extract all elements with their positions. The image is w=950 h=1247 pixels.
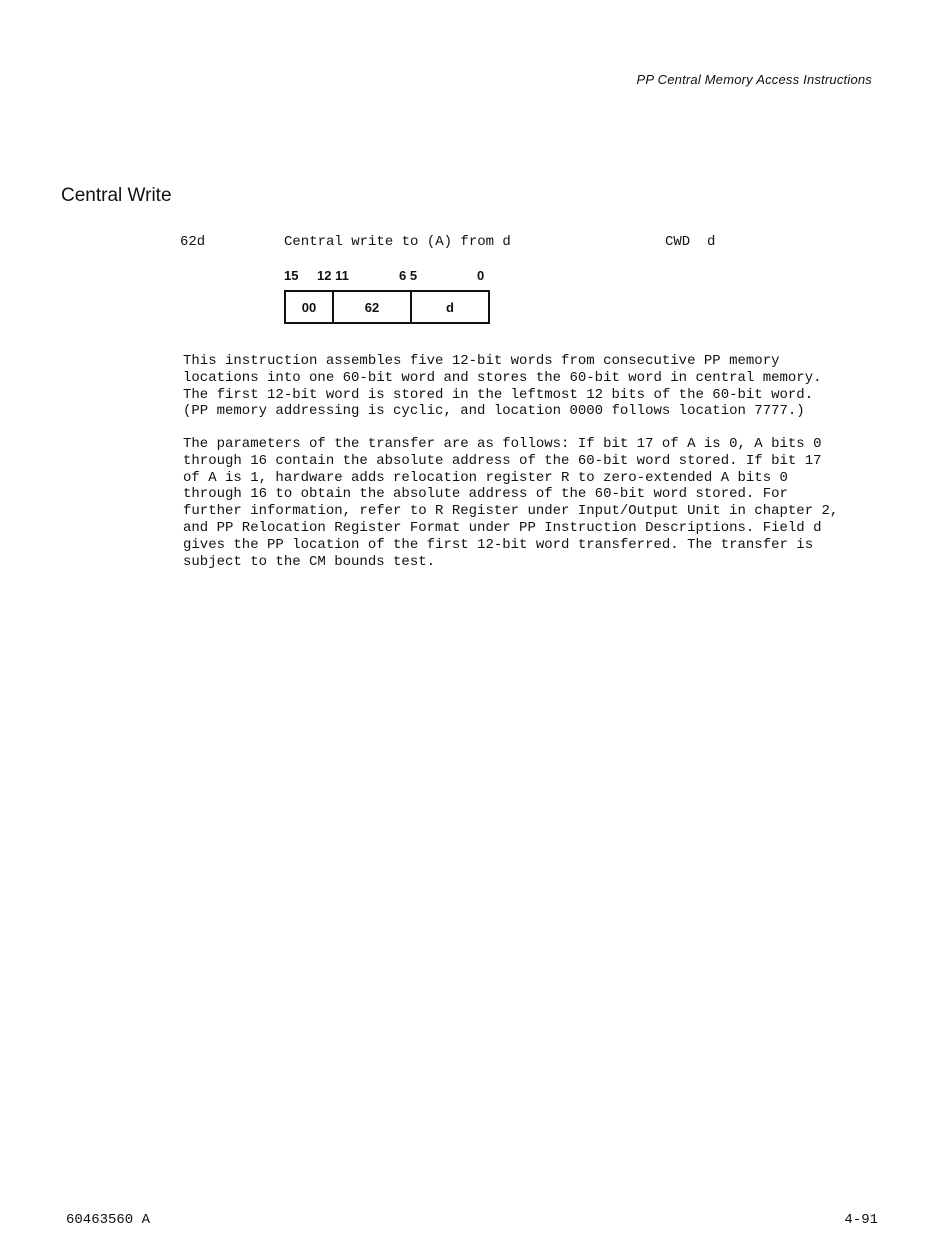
body-paragraph-1: This instruction assembles five 12-bit words from consecutive PP memory locations into one 60-bit word and stores the 60-bit word in central memory. The first 12-bit word is stored in the leftmost 12 bits of the 60-bit word. (PP memory addressing is cyclic, and location 0000 follows location 7777.) [183,353,822,420]
running-header: PP Central Memory Access Instructions [636,72,872,87]
field-prefix: 00 [286,292,334,322]
format-fields-box [284,290,490,324]
instruction-format-diagram [284,268,490,324]
field-d: d [446,299,454,315]
bit-label-6-5: 6 5 [399,268,418,283]
instruction-opcode: 62d [180,234,206,250]
footer-page-number: 4-91 [844,1212,878,1228]
bit-label-15: 15 [284,268,299,283]
body-paragraph-2: The parameters of the transfer are as follows: If bit 17 of A is 0, A bits 0 through 16 contain the absolute address of the 60-bit word stored. If bit 17 of A is 1, hardware adds relocation register R to zero-extended A bits 0 through 16 to obtain the absolute address of the 60-bit word stored. For further information, refer to R Register under Input/Output Unit in chapter 2, and PP Relocation Register Format under PP Instruction Descriptions. Field d gives the PP location of the first 12-bit word transferred. The transfer is subject to the CM bounds test. [183,436,839,570]
instruction-mnemonic: CWD d [665,234,716,250]
instruction-description: Central write to (A) from d [284,234,511,250]
bit-label-0: 0 [477,268,485,283]
bit-label-12-11: 12 11 [317,268,349,283]
footer-doc-number: 60463560 A [66,1212,151,1228]
field-opcode: 62 [334,292,412,322]
section-title: Central Write [61,185,172,206]
